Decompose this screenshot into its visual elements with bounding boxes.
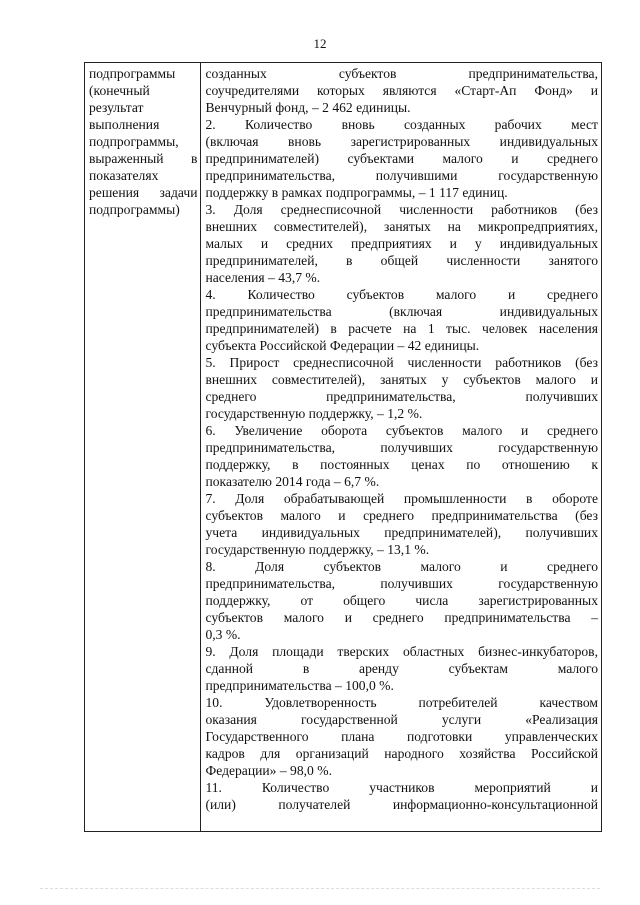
right-column-line: субъектов малого и среднего предпринимательства – [205, 610, 598, 625]
scan-edge-line [40, 888, 600, 890]
right-column-line: Венчурный фонд, – 2 462 единицы. [205, 100, 411, 115]
right-column-line: Государственного плана подготовки управленческих [205, 729, 598, 744]
left-column-line: решения задачи [89, 185, 198, 200]
right-column-line: 6. Увеличение оборота субъектов малого и среднего [205, 423, 598, 438]
right-column-line: предпринимательства, получившими государственную [205, 168, 598, 183]
right-column-line: 3. Доля среднесписочной численности работников (без [205, 202, 598, 217]
right-column-line: 11. Количество участников мероприятий и [205, 780, 598, 795]
table-row [85, 63, 602, 832]
right-column-line: 7. Доля обрабатывающей промышленности в обороте [205, 491, 598, 506]
right-column-line: среднего предпринимательства, получивших [205, 389, 598, 404]
right-column-line: предпринимательства, получивших государственную [205, 440, 598, 455]
right-column-line: 10. Удовлетворенность потребителей качеством [205, 695, 598, 710]
right-column-line: 2. Количество вновь созданных рабочих мест [205, 117, 598, 132]
right-column-line: 8. Доля субъектов малого и среднего [205, 559, 598, 574]
right-column-line: (включая вновь зарегистрированных индивидуальных [205, 134, 598, 149]
right-column-line: малых и средних предприятиях и у индивидуальных [205, 236, 598, 251]
right-column-line: предпринимательства, получивших государственную [205, 576, 598, 591]
right-column-line: 5. Прирост среднесписочной численности работников (без [205, 355, 598, 370]
left-column-line: подпрограммы) [89, 202, 180, 217]
right-column-line: внешних совместителей), занятых у субъектов малого и [205, 372, 598, 387]
right-column-line: предпринимателей) субъектами малого и среднего [205, 151, 598, 166]
right-column-line: оказания государственной услуги «Реализация [205, 712, 598, 727]
page-number: 12 [313, 36, 327, 51]
right-column-line: 0,3 %. [205, 627, 241, 642]
left-column-line: результат [89, 100, 144, 115]
right-column-line: (или) получателей информационно-консультационной [205, 797, 598, 812]
right-column-line: сданной в аренду субъектам малого [205, 661, 598, 676]
right-column-line: Федерации» – 98,0 %. [205, 763, 332, 778]
left-column-line: (конечный [89, 83, 150, 98]
right-column-line: внешних совместителей), занятых на микропредприятиях, [205, 219, 598, 234]
right-column-line: предпринимателей, в общей численности занятого [205, 253, 598, 268]
right-column-line: субъектов малого и среднего предпринимательства (без [205, 508, 598, 523]
right-column-line: предпринимательства – 100,0 %. [205, 678, 394, 693]
right-column-line: субъекта Российской Федерации – 42 единицы. [205, 338, 480, 353]
right-column-line: государственную поддержку, – 1,2 %. [205, 406, 423, 421]
right-column-line: соучредителями которых являются «Старт-Ап Фонд» и [205, 83, 598, 98]
right-column-text [205, 65, 598, 813]
right-column-line: предпринимательства (включая индивидуальных [205, 304, 598, 319]
indicators-table [84, 62, 602, 832]
right-column-line: поддержку в рамках подпрограммы, – 1 117 единиц. [205, 185, 508, 200]
right-column-line: учета индивидуальных предпринимателей), получивших [205, 525, 598, 540]
right-column-line: предпринимателей) в расчете на 1 тыс. человек населения [205, 321, 598, 336]
left-column-cell [85, 63, 201, 832]
right-column-line: кадров для организаций народного хозяйства Российской [205, 746, 598, 761]
right-column-line: 9. Доля площади тверских областных бизнес-инкубаторов, [205, 644, 598, 659]
left-column-line: выраженный в [89, 151, 198, 166]
right-column-cell [201, 63, 602, 832]
right-column-line: поддержку, от общего числа зарегистрированных [205, 593, 598, 608]
right-column-line: созданных субъектов предпринимательства, [205, 66, 598, 81]
right-column-line: поддержку, в постоянных ценах по отношению к [205, 457, 598, 472]
left-column-line: выполнения [89, 117, 160, 132]
left-column-line: показателях [89, 168, 159, 183]
right-column-line: населения – 43,7 %. [205, 270, 321, 285]
left-column-line: подпрограммы [89, 66, 176, 81]
left-column-line: подпрограммы, [89, 134, 179, 149]
left-column-text [89, 65, 197, 218]
right-column-line: 4. Количество субъектов малого и среднего [205, 287, 598, 302]
right-column-line: государственную поддержку, – 13,1 %. [205, 542, 430, 557]
right-column-line: показателю 2014 года – 6,7 %. [205, 474, 380, 489]
